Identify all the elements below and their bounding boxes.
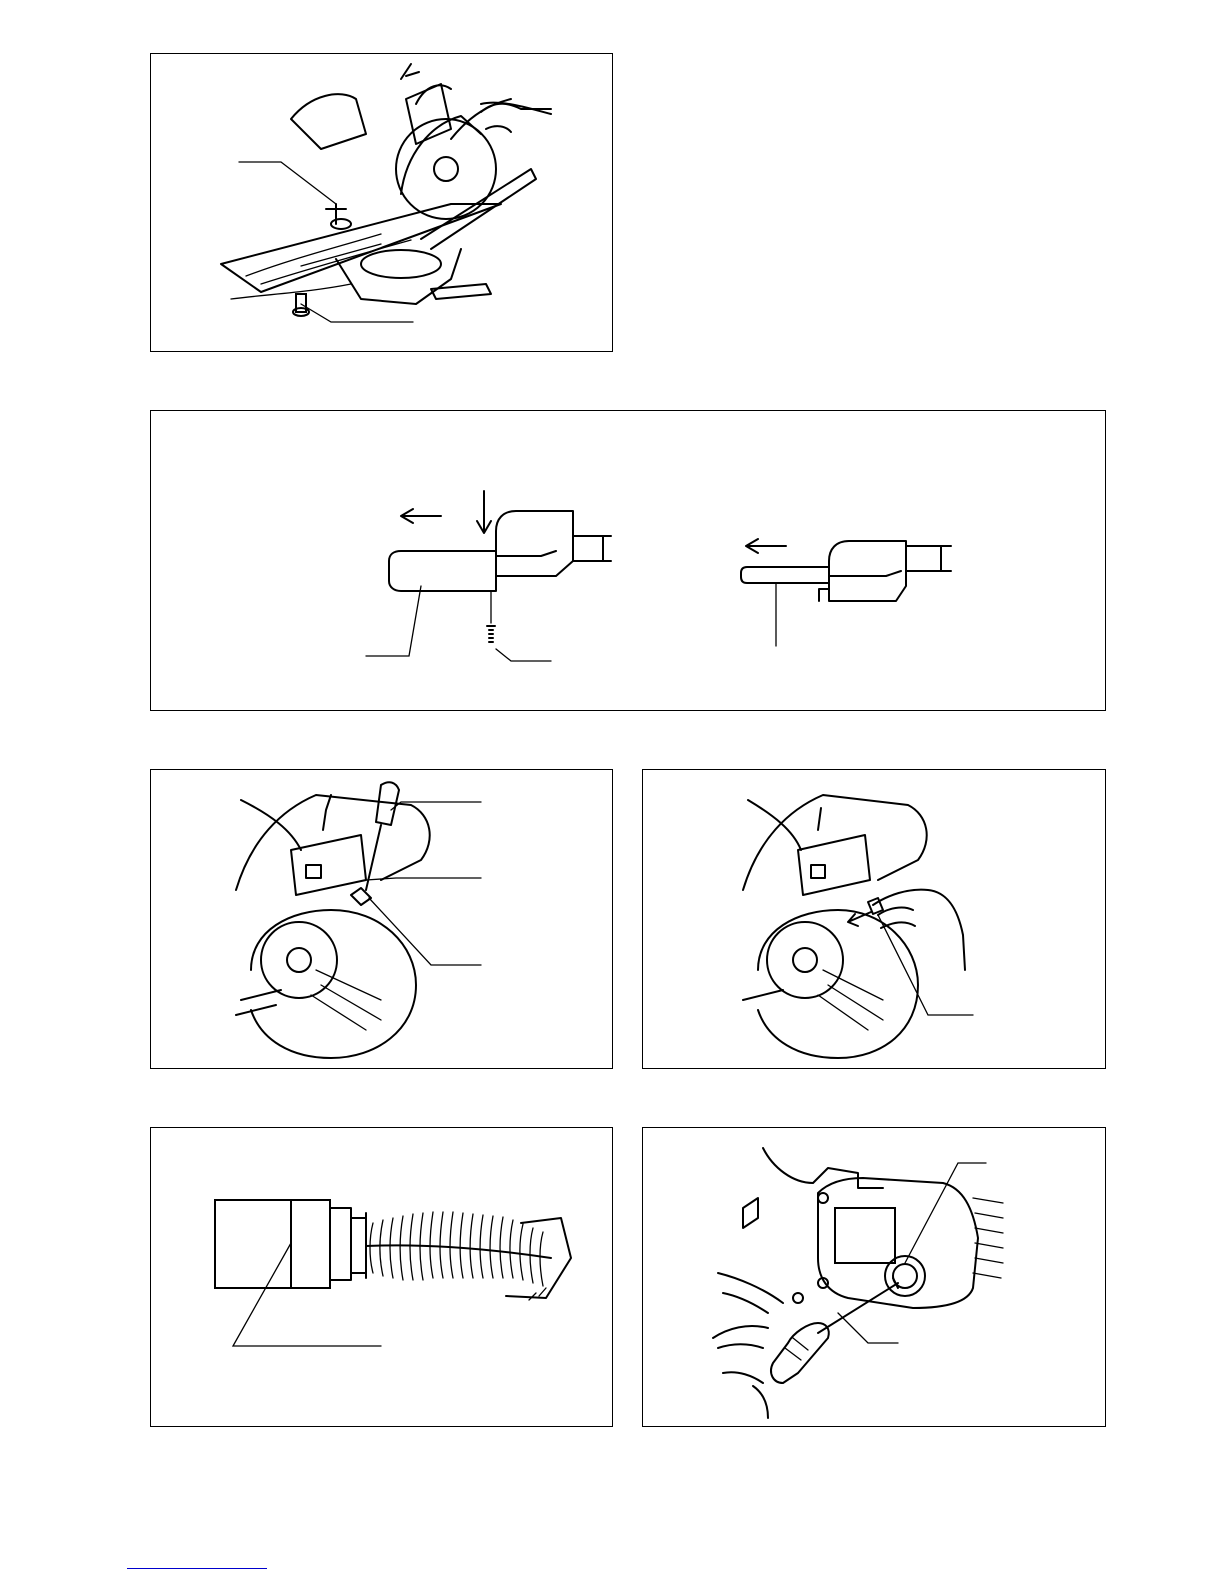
miter-saw-illustration [151,54,614,353]
carbon-brush-illustration [151,1128,614,1428]
figure-carbon-brush [150,1127,613,1427]
figure-guide-attachment [150,410,1106,711]
figure-miter-saw [150,53,613,352]
figure-brush-cap-removal [150,769,613,1069]
brush-cap-screwdriver-illustration [643,1128,1107,1428]
brush-extraction-illustration [643,770,1107,1070]
figure-brush-cap-screwdriver [642,1127,1106,1427]
brush-cap-removal-illustration [151,770,614,1070]
figure-brush-extraction [642,769,1106,1069]
guide-attachment-illustration [151,411,1107,712]
footer-link-underline[interactable] [127,1568,267,1569]
